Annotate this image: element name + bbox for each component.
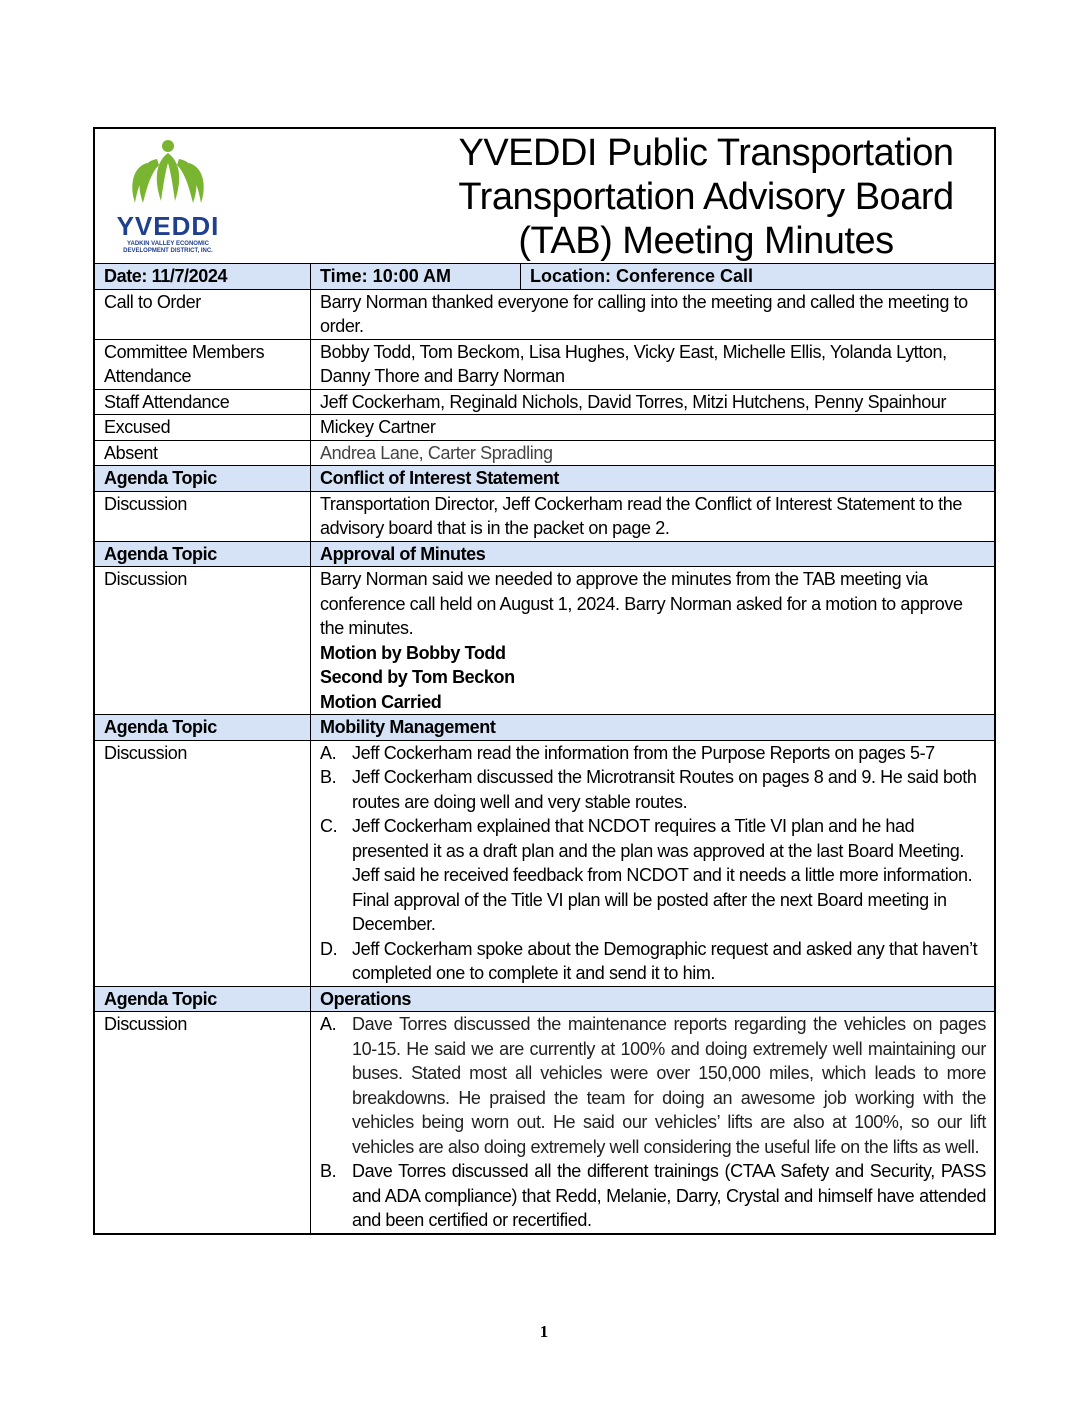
second-line: Second by Tom Beckon bbox=[320, 667, 515, 687]
discussion-row bbox=[95, 1011, 994, 1233]
discussion-row bbox=[95, 491, 994, 541]
meeting-time: Time: 10:00 AM bbox=[311, 264, 521, 289]
table-row bbox=[95, 289, 994, 339]
mobility-list bbox=[320, 741, 986, 986]
agenda-topic-title: Approval of Minutes bbox=[320, 543, 486, 564]
row-label: Absent bbox=[95, 441, 311, 466]
meeting-date: Date: 11/7/2024 bbox=[95, 264, 311, 289]
row-value: Mickey Cartner bbox=[320, 417, 436, 437]
agenda-topic-row bbox=[95, 465, 994, 491]
table-row bbox=[95, 414, 994, 440]
table-row bbox=[95, 440, 994, 466]
row-label: Staff Attendance bbox=[95, 390, 311, 415]
title-line-1: YVEDDI Public Transportation bbox=[458, 132, 954, 174]
list-item: C. Jeff Cockerham explained that NCDOT requires a Title VI plan and he had presented it as a draft plan and the plan was approved at the last Board Meeting. Jeff said he received feedback from NCDOT and it needs a little more information. Final approval of the Title VI plan will be posted after the next Board meeting in December. bbox=[320, 816, 973, 934]
discussion-label: Discussion bbox=[95, 567, 311, 714]
minutes-document bbox=[93, 127, 996, 1235]
discussion-row bbox=[95, 566, 994, 714]
page-number: 1 bbox=[539, 1322, 549, 1341]
discussion-label: Discussion bbox=[95, 741, 311, 986]
discussion-body bbox=[311, 567, 994, 714]
row-value: Barry Norman thanked everyone for calling into the meeting and called the meeting to order. bbox=[320, 291, 968, 336]
list-item: B. Dave Torres discussed all the different trainings (CTAA Safety and Security, PASS and ADA compliance) that Redd, Melanie, Darry, Crystal and himself have attended and been certified or recertified. bbox=[320, 1161, 986, 1230]
list-item: D. Jeff Cockerham spoke about the Demographic request and asked any that haven’t completed one to complete it and send it to him. bbox=[320, 938, 978, 983]
list-item: B. Jeff Cockerham discussed the Microtransit Routes on pages 8 and 9. He said both routes are doing well and very stable routes. bbox=[320, 767, 977, 812]
discussion-row bbox=[95, 740, 994, 986]
operations-list bbox=[320, 1012, 986, 1233]
discussion-text: Barry Norman said we needed to approve the minutes from the TAB meeting via conference call held on August 1, 2024. Barry Norman asked for a motion to approve the minutes. bbox=[320, 569, 963, 638]
meeting-location: Location: Conference Call bbox=[530, 266, 754, 286]
table-row bbox=[95, 339, 994, 389]
motion-result: Motion Carried bbox=[320, 691, 442, 712]
discussion-label: Discussion bbox=[95, 492, 311, 541]
document-header bbox=[95, 129, 994, 264]
list-item: A. Jeff Cockerham read the information from the Purpose Reports on pages 5-7 bbox=[320, 742, 935, 763]
document-title bbox=[426, 131, 986, 263]
row-value: Andrea Lane, Carter Spradling bbox=[320, 442, 553, 463]
logo-subtitle: YADKIN VALLEY ECONOMIC DEVELOPMENT DISTRICT, INC. bbox=[123, 241, 213, 254]
agenda-topic-title: Conflict of Interest Statement bbox=[320, 468, 560, 488]
agenda-topic-label: Agenda Topic bbox=[95, 715, 311, 740]
discussion-body bbox=[311, 1012, 994, 1233]
agenda-topic-label: Agenda Topic bbox=[95, 542, 311, 567]
agenda-topic-row bbox=[95, 986, 994, 1012]
table-row bbox=[95, 389, 994, 415]
row-label: Call to Order bbox=[95, 290, 311, 339]
yveddi-logo bbox=[113, 137, 223, 255]
title-line-2: Transportation Advisory Board bbox=[458, 176, 954, 218]
agenda-topic-title: Operations bbox=[320, 988, 412, 1009]
list-item: A. Dave Torres discussed the maintenance reports regarding the vehicles on pages 10-15. He said we are currently at 100% and doing extremely well maintaining our buses. Stated most all vehicles were over 150,000 miles, which leads to more breakdowns. He praised the team for doing an awesome job working with the vehicles being worn out. He said our vehicles’ lifts are also at 100%, so our lift vehicles are also doing extremely well considering the useful life on the lifts as well. bbox=[320, 1014, 986, 1157]
agenda-topic-row bbox=[95, 714, 994, 740]
agenda-topic-title: Mobility Management bbox=[320, 717, 496, 737]
discussion-label: Discussion bbox=[95, 1012, 311, 1233]
row-value: Bobby Todd, Tom Beckom, Lisa Hughes, Vicky East, Michelle Ellis, Yolanda Lytton, Danny Thore and Barry Norman bbox=[320, 341, 947, 386]
discussion-body bbox=[311, 741, 994, 986]
agenda-topic-row bbox=[95, 541, 994, 567]
figure-leaves-logo-icon bbox=[113, 137, 223, 211]
agenda-topic-label: Agenda Topic bbox=[95, 987, 311, 1012]
title-line-3: (TAB) Meeting Minutes bbox=[518, 220, 894, 262]
agenda-topic-label: Agenda Topic bbox=[95, 466, 311, 491]
discussion-text: Transportation Director, Jeff Cockerham read the Conflict of Interest Statement to the advisory board that is in the packet on page 2. bbox=[320, 493, 962, 538]
logo-wordmark: YVEDDI bbox=[116, 211, 220, 241]
motion-line: Motion by Bobby Todd bbox=[320, 642, 506, 663]
meeting-meta-row bbox=[95, 264, 994, 289]
row-label: Excused bbox=[95, 415, 311, 440]
row-label: Committee Members Attendance bbox=[95, 340, 311, 389]
row-value: Jeff Cockerham, Reginald Nichols, David Torres, Mitzi Hutchens, Penny Spainhour bbox=[320, 391, 947, 412]
